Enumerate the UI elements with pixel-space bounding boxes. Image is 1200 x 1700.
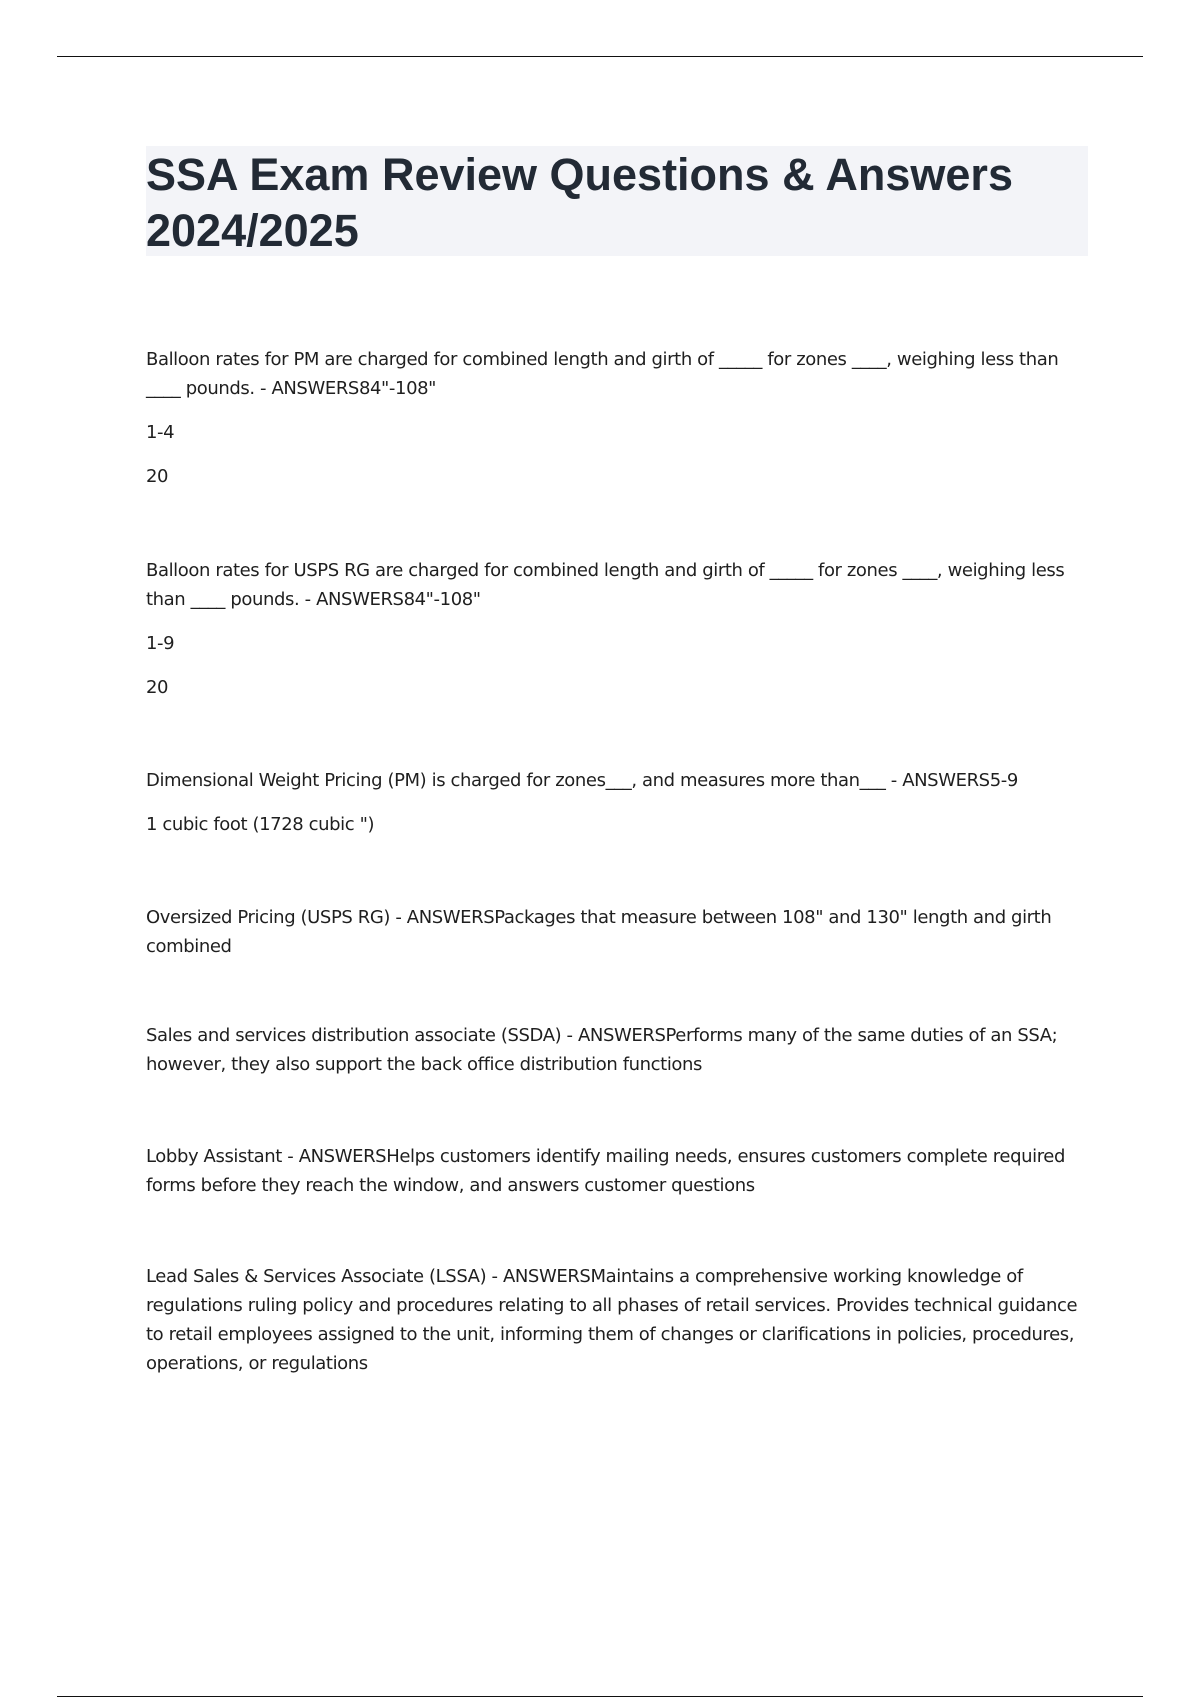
- qa-text: Balloon rates for PM are charged for combined length and girth of _____ for zones ____, weighing less than ____ pounds. - ANSWERS84"-108": [146, 349, 1059, 399]
- qa-text: Balloon rates for USPS RG are charged for combined length and girth of _____ for zones ____, weighing less than ____ pounds. - ANSWERS84"-108": [146, 560, 1065, 610]
- qa-entry: [146, 1142, 1091, 1200]
- qa-entry: [146, 345, 1091, 491]
- qa-entry: [146, 1262, 1091, 1378]
- qa-text: Sales and services distribution associate (SSDA) - ANSWERSPerforms many of the same duties of an SSA; however, they also support the back office distribution functions: [146, 1025, 1058, 1075]
- qa-entry: [146, 1021, 1091, 1079]
- top-rule: [57, 56, 1143, 57]
- answer-line: 20: [146, 466, 169, 487]
- answer-line: 1 cubic foot (1728 cubic "): [146, 814, 375, 835]
- answer-line: 20: [146, 677, 169, 698]
- page-title: SSA Exam Review Questions & Answers 2024/2025: [146, 149, 1013, 256]
- qa-entry: [146, 903, 1091, 961]
- qa-text: Oversized Pricing (USPS RG) - ANSWERSPackages that measure between 108" and 130" length and girth combined: [146, 907, 1052, 957]
- qa-text: Dimensional Weight Pricing (PM) is charged for zones___, and measures more than___ - ANSWERS5-9: [146, 770, 1018, 791]
- answer-line: 1-4: [146, 422, 175, 443]
- qa-text: Lobby Assistant - ANSWERSHelps customers identify mailing needs, ensures customers complete required forms before they reach the window, and answers customer questions: [146, 1146, 1066, 1196]
- bottom-rule: [57, 1696, 1143, 1697]
- qa-entry: [146, 556, 1091, 702]
- answer-line: 1-9: [146, 633, 175, 654]
- qa-text: Lead Sales & Services Associate (LSSA) - ANSWERSMaintains a comprehensive working knowledge of regulations ruling policy and procedures relating to all phases of retail services. Provides technical guidance to retail employees assigned to the unit, informing them of changes or clarifications in policies, procedures, operations, or regulations: [146, 1266, 1078, 1374]
- qa-entry: [146, 766, 1091, 839]
